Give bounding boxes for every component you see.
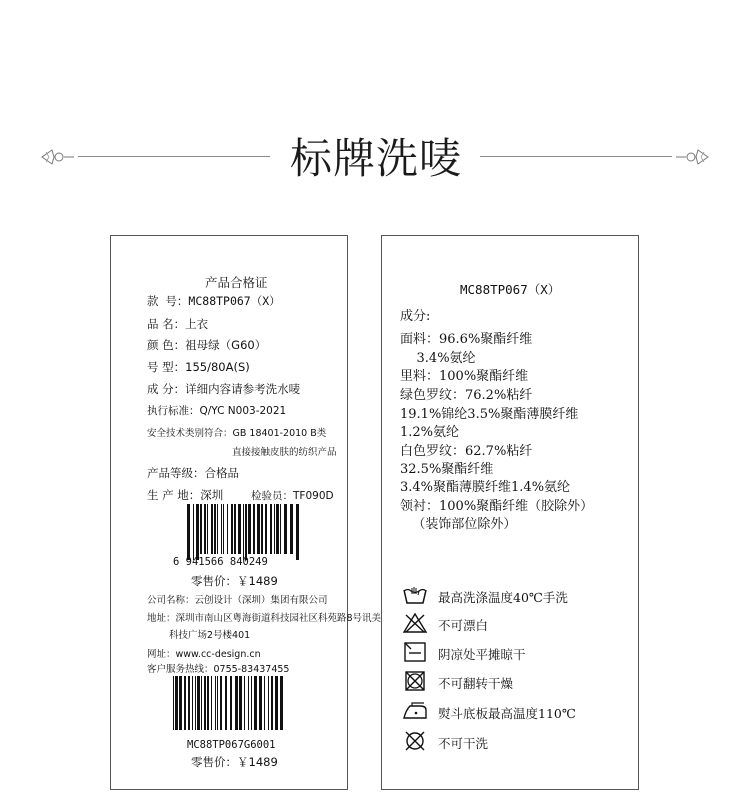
barcode-bar [280,504,281,554]
barcode-bar [196,504,199,560]
line-dry-shade-icon [402,641,428,663]
retail-price-top: 零售价：￥1489 [191,574,278,588]
product-grade: 产品等级：合格品 [147,466,239,480]
retail-price-bottom: 零售价：￥1489 [191,755,278,769]
title-divider-right [480,156,672,157]
barcode-bar [173,676,174,730]
sku-barcode [171,676,285,738]
care-instruction-label: 不可漂白 [438,618,489,633]
barcode-bar [204,676,206,730]
care-instruction-row [402,700,632,726]
barcode-bar [193,504,194,560]
sku-code: MC88TP067G6001 [187,739,276,751]
barcode-bar [275,676,278,730]
composition-line: 19.1%锦纶3.5%聚酯薄膜纤维 [400,407,579,422]
care-style-number: MC88TP067（X） [460,282,561,297]
product-name: 品 名：上衣 [147,317,209,331]
barcode-bar [197,676,200,730]
barcode-bar [231,504,233,554]
barcode-bar [234,504,236,554]
barcode-bar [179,676,182,730]
barcode-bar [214,504,216,554]
composition-line: 3.4%氨纶 [400,351,476,366]
barcode-bar [290,504,293,554]
composition-line: 32.5%聚酯纤维 [400,462,494,477]
barcode-bar [217,676,218,730]
care-instruction-label: 熨斗底板最高温度110℃ [438,706,576,721]
care-instruction-row [402,641,632,667]
certificate-heading: 产品合格证 [205,275,268,290]
ornament-right-icon [676,146,710,168]
safety-category: 安全技术类别符合：GB 18401-2010 B类 [147,428,327,439]
style-number: 款 号：MC88TP067（X） [147,294,281,308]
barcode-bar [201,676,202,730]
care-instruction-label: 最高洗涤温度40℃手洗 [438,590,568,605]
barcode-bar [192,676,193,730]
barcode-bar [239,676,242,730]
barcode-bar [284,504,287,554]
barcode-bar [188,676,190,730]
barcode-bar [251,676,252,730]
barcode-bar [215,676,216,730]
composition-line: 绿色罗纹：76.2%粘纤 [400,388,533,403]
care-instruction-label: 不可干洗 [438,736,489,751]
company-address-line2: 科技广场2号楼401 [169,630,251,641]
barcode-bar [248,504,251,554]
hand-wash-40-icon [402,584,428,606]
care-instruction-label: 不可翻转干燥 [438,676,514,691]
composition-line: 成分: [400,309,431,324]
composition-line: 里料：100%聚酯纤维 [400,369,529,384]
barcode-bar [207,676,209,730]
barcode-bar [264,676,265,730]
barcode-bar [276,504,279,554]
ean-digits: 6 941566 840249 [173,556,268,568]
barcode-bar [238,504,241,554]
inspector: 检验员：TF090D [251,490,334,502]
barcode-bar [221,504,222,554]
barcode-bar [243,504,244,560]
barcode-bar [248,676,249,730]
barcode-bar [217,504,218,554]
care-instruction-row [402,584,632,610]
iron-110-icon [402,700,428,722]
product-color: 颜 色：祖母绿（G60） [147,338,267,352]
composition-line: 3.4%聚酯薄膜纤维1.4%氨纶 [400,480,571,495]
barcode-bar [274,504,275,554]
product-composition: 成 分：详细内容请参考洗水唛 [147,382,301,396]
barcode-bar [187,504,190,560]
barcode-bar [261,504,263,554]
barcode-bar [204,504,206,554]
composition-line: 领衬：100%聚酯纤维（胶除外） [400,499,594,514]
composition-line: 1.2%氨纶 [400,425,460,440]
barcode-bar [227,504,228,554]
barcode-bar [254,676,257,730]
barcode-bar [195,676,196,730]
barcode-bar [230,676,232,730]
barcode-bar [235,676,238,730]
barcode-bar [265,504,267,554]
composition-line: 白色罗纹：62.7%粘纤 [400,444,533,459]
title-row [0,120,750,190]
product-size: 号 型：155/80A(S) [147,360,250,374]
barcode-bar [175,676,178,730]
care-label-tag [381,235,639,790]
barcode-bar [245,504,247,560]
company-address-line1: 地址：深圳市南山区粤海街道科技园社区科苑路8号讯美 [147,613,382,624]
barcode-bar [259,676,262,730]
production-origin: 生 产 地：深圳 [147,488,224,502]
barcode-bar [253,504,255,554]
barcode-bar [271,676,273,730]
barcode-bar [211,676,212,730]
title-divider-left [78,156,270,157]
certificate-tag [110,235,382,790]
barcode-bar [211,504,213,554]
composition-line: 面料：96.6%聚酯纤维 [400,332,533,347]
ornament-left-icon [40,146,74,168]
execution-standard: 执行标准：Q/YC N003-2021 [147,405,287,417]
company-name: 公司名称：云创设计（深圳）集团有限公司 [147,595,328,606]
barcode-bar [268,676,269,730]
barcode-bar [270,504,272,554]
company-website: 网址：www.cc-design.cn [147,649,261,660]
care-instruction-row [402,730,632,756]
no-tumble-dry-icon [402,670,428,692]
page-title: 标牌洗唛 [289,134,462,183]
barcode-bar [207,504,208,554]
care-instruction-row [402,612,632,638]
barcode-bar [200,504,202,554]
no-bleach-icon [402,612,428,634]
composition-line: （装饰部位除外） [400,517,517,532]
customer-hotline: 客户服务热线：0755-83437455 [147,664,290,675]
barcode-bar [223,504,224,554]
care-instruction-row [402,670,632,696]
barcode-bar [220,676,222,730]
no-dry-clean-icon [402,730,428,752]
barcode-bar [296,504,299,560]
barcode-bar [184,676,186,730]
care-instruction-label: 阴凉处平摊晾干 [438,647,526,662]
barcode-bar [257,504,260,554]
barcode-bar [225,676,227,730]
barcode-bar [244,676,245,730]
barcode-bar [280,676,283,730]
safety-note: 直接接触皮肤的纺织产品 [232,447,337,458]
